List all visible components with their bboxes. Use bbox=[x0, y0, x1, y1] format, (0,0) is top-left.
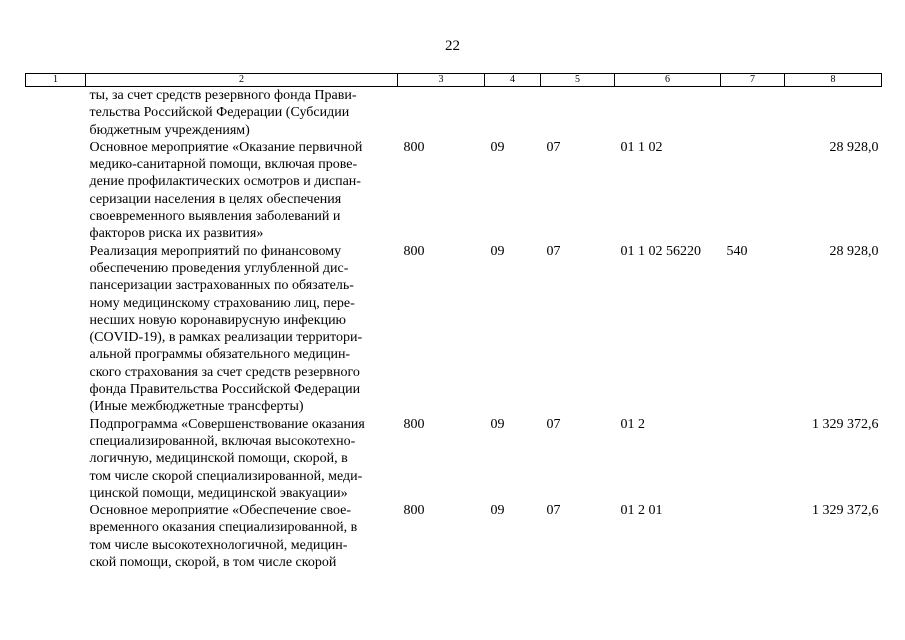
column-number-1: 1 bbox=[26, 74, 86, 87]
table-row bbox=[26, 139, 882, 243]
subsection-code-cell bbox=[541, 87, 615, 139]
description-line: пансеризации застрахованных по обязатель- bbox=[89, 278, 354, 294]
description-line: Основное мероприятие «Обеспечение свое- bbox=[89, 503, 352, 519]
description-line: цинской помощи, медицинской эвакуации» bbox=[89, 485, 348, 501]
description-line: ты, за счет средств резервного фонда Прави- bbox=[89, 88, 357, 103]
target-article-code-cell: 01 2 bbox=[620, 416, 645, 432]
description-line: медико-санитарной помощи, включая прове- bbox=[89, 157, 358, 173]
description-line: факторов риска их развития» bbox=[89, 226, 264, 242]
column-number-row bbox=[26, 74, 882, 87]
table-row bbox=[26, 87, 882, 139]
expense-type-code-cell bbox=[721, 416, 785, 502]
admin-code-cell: 800 bbox=[403, 139, 425, 155]
column-number-5: 5 bbox=[541, 74, 615, 87]
description-line: Подпрограмма «Совершенствование оказания bbox=[89, 416, 365, 432]
page-number: 22 bbox=[445, 38, 460, 54]
row-number-cell bbox=[26, 139, 86, 243]
description-line: своевременного выявления заболеваний и bbox=[89, 209, 341, 225]
description-line: Реализация мероприятий по финансовому bbox=[89, 243, 342, 259]
amount-cell: 1 329 372,6 bbox=[812, 416, 879, 432]
expense-type-code-cell bbox=[721, 87, 785, 139]
target-article-code-cell: 01 1 02 56220 bbox=[620, 243, 701, 259]
column-number-4: 4 bbox=[485, 74, 541, 87]
table-row bbox=[26, 243, 882, 416]
target-article-code-cell bbox=[615, 87, 721, 139]
column-number-8: 8 bbox=[785, 74, 882, 87]
subsection-code-cell: 07 bbox=[546, 416, 561, 432]
column-number-7: 7 bbox=[721, 74, 785, 87]
budget-table bbox=[25, 73, 882, 571]
description-line: обеспечению проведения углубленной дис- bbox=[89, 260, 349, 276]
description-line: том числе скорой специализированной, меди- bbox=[89, 468, 363, 484]
description-cell bbox=[86, 139, 398, 243]
amount-cell bbox=[785, 87, 882, 139]
expense-type-code-cell bbox=[721, 502, 785, 571]
description-line: ской помощи, скорой, в том числе скорой bbox=[89, 555, 337, 571]
description-line: дение профилактических осмотров и диспан- bbox=[89, 174, 361, 190]
column-number-6: 6 bbox=[615, 74, 721, 87]
description-line: серизации населения в целях обеспечения bbox=[89, 191, 342, 207]
amount-cell: 28 928,0 bbox=[829, 139, 879, 155]
admin-code-cell: 800 bbox=[403, 243, 425, 259]
amount-cell: 28 928,0 bbox=[829, 243, 879, 259]
subsection-code-cell: 07 bbox=[546, 139, 561, 155]
expense-type-code-cell: 540 bbox=[726, 243, 748, 259]
section-code-cell: 09 bbox=[490, 243, 505, 259]
row-number-cell bbox=[26, 416, 86, 502]
table-body bbox=[26, 87, 882, 572]
row-number-cell bbox=[26, 87, 86, 139]
target-article-code-cell: 01 1 02 bbox=[620, 139, 663, 155]
description-line: (Иные межбюджетные трансферты) bbox=[89, 399, 304, 415]
amount-cell: 1 329 372,6 bbox=[812, 503, 879, 519]
description-line: Основное мероприятие «Оказание первичной bbox=[89, 139, 363, 155]
column-number-3: 3 bbox=[398, 74, 485, 87]
description-line: специализированной, включая высокотехно- bbox=[89, 433, 356, 449]
description-line: временного оказания специализированной, в bbox=[89, 520, 358, 536]
description-cell bbox=[86, 502, 398, 571]
admin-code-cell bbox=[398, 87, 485, 139]
admin-code-cell: 800 bbox=[403, 503, 425, 519]
description-line: ному медицинскому страхованию лиц, пере- bbox=[89, 295, 355, 311]
description-line: несших новую коронавирусную инфекцию bbox=[89, 312, 347, 328]
description-line: фонда Правительства Российской Федерации bbox=[89, 382, 361, 398]
description-cell bbox=[86, 87, 398, 139]
table-row bbox=[26, 502, 882, 571]
description-line: том числе высокотехнологичной, медицин- bbox=[89, 537, 348, 553]
section-code-cell: 09 bbox=[490, 416, 505, 432]
description-line: логичную, медицинской помощи, скорой, в bbox=[89, 451, 348, 467]
column-number-2: 2 bbox=[86, 74, 398, 87]
section-code-cell: 09 bbox=[490, 139, 505, 155]
description-line: альной программы обязательного медицин- bbox=[89, 347, 351, 363]
subsection-code-cell: 07 bbox=[546, 503, 561, 519]
row-number-cell bbox=[26, 243, 86, 416]
subsection-code-cell: 07 bbox=[546, 243, 561, 259]
description-line: тельства Российской Федерации (Субсидии bbox=[89, 105, 350, 121]
table-row bbox=[26, 416, 882, 502]
section-code-cell bbox=[485, 87, 541, 139]
table-header bbox=[26, 74, 882, 87]
target-article-code-cell: 01 2 01 bbox=[620, 503, 663, 519]
admin-code-cell: 800 bbox=[403, 416, 425, 432]
description-line: (COVID-19), в рамках реализации территори- bbox=[89, 330, 363, 346]
description-line: бюджетным учреждениям) bbox=[89, 122, 250, 138]
row-number-cell bbox=[26, 502, 86, 571]
expense-type-code-cell bbox=[721, 139, 785, 243]
section-code-cell: 09 bbox=[490, 503, 505, 519]
description-line: ского страхования за счет средств резервного bbox=[89, 364, 360, 380]
description-cell bbox=[86, 416, 398, 502]
description-cell bbox=[86, 243, 398, 416]
